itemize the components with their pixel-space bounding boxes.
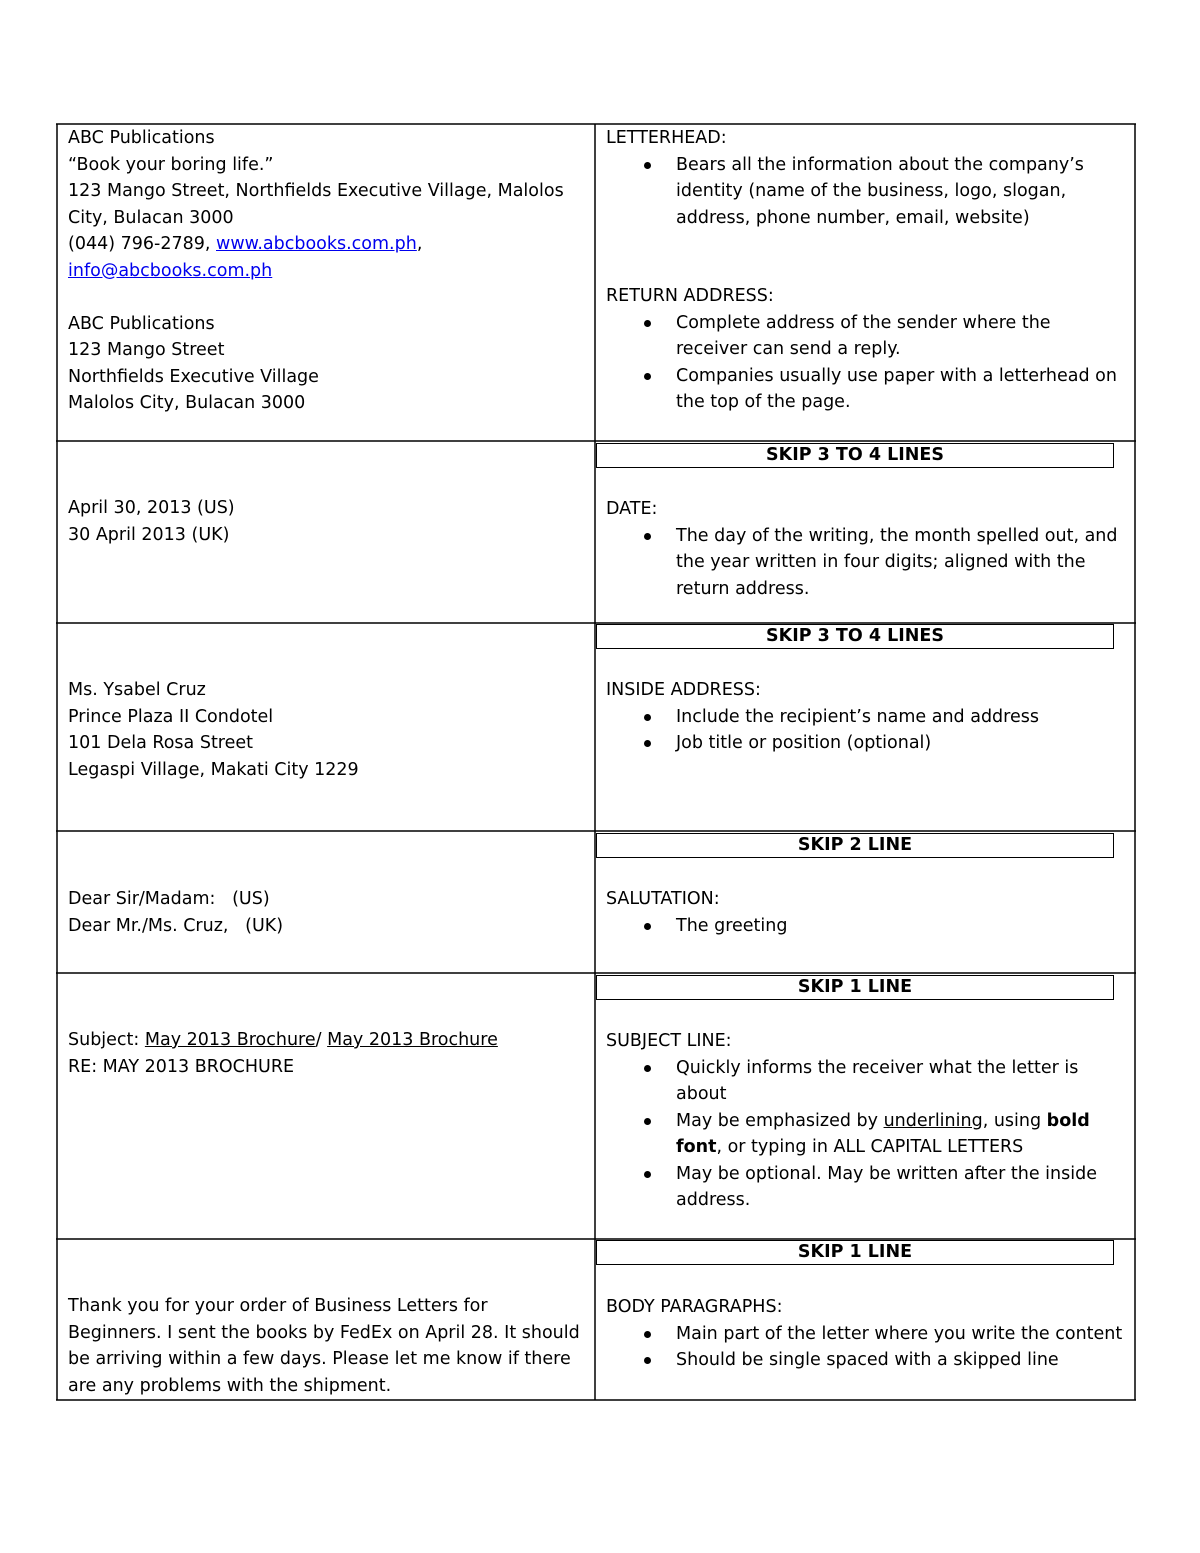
skip-lines-box: SKIP 1 LINE bbox=[596, 975, 1114, 1000]
salutation-line-us: Dear Sir/Madam: (US) bbox=[68, 889, 270, 909]
body-paragraph-block bbox=[68, 1293, 586, 1399]
company-address-line1: 123 Mango Street, Northfields Executive Village, Malolos bbox=[68, 181, 564, 201]
section-heading-body: BODY PARAGRAPHS: bbox=[606, 1297, 783, 1317]
emphasis-text-e: , or typing in ALL CAPITAL LETTERS bbox=[716, 1137, 1024, 1157]
subject-underlined-2: May 2013 Brochure bbox=[327, 1030, 498, 1050]
list-item: Include the recipient’s name and address bbox=[606, 704, 1126, 731]
date-explanation bbox=[606, 496, 1126, 602]
inside-address-block bbox=[68, 677, 588, 783]
company-contact-line bbox=[68, 231, 588, 258]
list-item: May be optional. May be written after the inside address. bbox=[606, 1161, 1126, 1214]
subject-block bbox=[68, 1027, 588, 1080]
skip-lines-box: SKIP 1 LINE bbox=[596, 1240, 1114, 1265]
contact-comma: , bbox=[416, 234, 423, 254]
bullet-list bbox=[606, 523, 1126, 603]
company-website-link[interactable]: www.abcbooks.com.ph bbox=[216, 234, 417, 254]
subject-prefix: Subject: bbox=[68, 1030, 145, 1050]
inside-address-line: 101 Dela Rosa Street bbox=[68, 733, 254, 753]
subject-explanation bbox=[606, 1028, 1126, 1214]
emphasis-text-a: May be emphasized by bbox=[676, 1110, 884, 1131]
bullet-list bbox=[606, 913, 1126, 940]
list-item bbox=[606, 1108, 1126, 1161]
date-block bbox=[68, 495, 588, 548]
list-item: The greeting bbox=[606, 913, 1126, 940]
bullet-list bbox=[606, 152, 1126, 232]
skip-lines-box: SKIP 2 LINE bbox=[596, 833, 1114, 858]
bullet-list bbox=[606, 1055, 1126, 1214]
subject-line bbox=[68, 1027, 588, 1054]
bullet-list bbox=[606, 704, 1126, 757]
section-heading-letterhead: LETTERHEAD: bbox=[606, 128, 727, 148]
list-item: Companies usually use paper with a letterhead on the top of the page. bbox=[606, 363, 1126, 416]
company-email-line bbox=[68, 258, 588, 285]
skip-lines-box: SKIP 3 TO 4 LINES bbox=[596, 624, 1114, 649]
body-explanation bbox=[606, 1294, 1126, 1374]
letterhead-block bbox=[68, 125, 588, 417]
return-address-line: ABC Publications bbox=[68, 313, 215, 334]
body-paragraph-text: Thank you for your order of Business Letters for Beginners. I sent the books by FedEx on April 28. It should be arriving within a few days. Please let me know if there are any problems with the shipment. bbox=[68, 1296, 580, 1396]
company-address-line2: City, Bulacan 3000 bbox=[68, 207, 234, 228]
return-address-line: 123 Mango Street bbox=[68, 340, 225, 360]
emphasis-text-c: , using bbox=[982, 1110, 1047, 1131]
list-item: Should be single spaced with a skipped line bbox=[606, 1347, 1126, 1374]
inside-address-line: Ms. Ysabel Cruz bbox=[68, 680, 206, 700]
inside-address-explanation bbox=[606, 677, 1126, 757]
list-item: The day of the writing, the month spelled out, and the year written in four digits; aligned with the return address. bbox=[606, 523, 1126, 603]
subject-separator: / bbox=[315, 1030, 328, 1050]
section-heading-return-address: RETURN ADDRESS: bbox=[606, 286, 774, 306]
salutation-block bbox=[68, 886, 588, 939]
company-email-link[interactable]: info@abcbooks.com.ph bbox=[68, 260, 273, 281]
return-address-explanation bbox=[606, 283, 1126, 416]
section-heading-salutation: SALUTATION: bbox=[606, 889, 720, 909]
skip-lines-box: SKIP 3 TO 4 LINES bbox=[596, 443, 1114, 468]
list-item: Main part of the letter where you write the content bbox=[606, 1321, 1126, 1348]
bullet-list bbox=[606, 1321, 1126, 1374]
emphasis-bold: bold font bbox=[676, 1110, 1090, 1157]
list-item: Job title or position (optional) bbox=[606, 730, 1126, 757]
salutation-line-uk: Dear Mr./Ms. Cruz, (UK) bbox=[68, 915, 284, 936]
blank-line bbox=[68, 284, 588, 311]
date-line-uk: 30 April 2013 (UK) bbox=[68, 524, 230, 545]
date-line-us: April 30, 2013 (US) bbox=[68, 498, 235, 518]
letterhead-explanation bbox=[606, 125, 1126, 231]
list-item: Bears all the information about the company’s identity (name of the business, logo, slogan, address, phone number, email, website) bbox=[606, 152, 1126, 232]
subject-underlined-1: May 2013 Brochure bbox=[144, 1030, 316, 1050]
list-item: Complete address of the sender where the receiver can send a reply. bbox=[606, 310, 1126, 363]
list-item: Quickly informs the receiver what the letter is about bbox=[606, 1055, 1126, 1108]
company-name: ABC Publications bbox=[68, 128, 215, 148]
return-address-line: Malolos City, Bulacan 3000 bbox=[68, 393, 306, 413]
bullet-list bbox=[606, 310, 1126, 416]
company-slogan: “Book your boring life.” bbox=[68, 154, 274, 175]
subject-re-line: RE: MAY 2013 BROCHURE bbox=[68, 1056, 295, 1077]
return-address-line: Northfields Executive Village bbox=[68, 366, 319, 387]
inside-address-line: Prince Plaza II Condotel bbox=[68, 706, 274, 727]
section-heading-date: DATE: bbox=[606, 499, 658, 519]
salutation-explanation bbox=[606, 886, 1126, 939]
company-phone: (044) 796-2789, bbox=[68, 234, 216, 254]
emphasis-underlined: underlining bbox=[883, 1110, 983, 1131]
inside-address-line: Legaspi Village, Makati City 1229 bbox=[68, 759, 359, 780]
section-heading-subject: SUBJECT LINE: bbox=[606, 1031, 732, 1051]
section-heading-inside-address: INSIDE ADDRESS: bbox=[606, 680, 761, 700]
